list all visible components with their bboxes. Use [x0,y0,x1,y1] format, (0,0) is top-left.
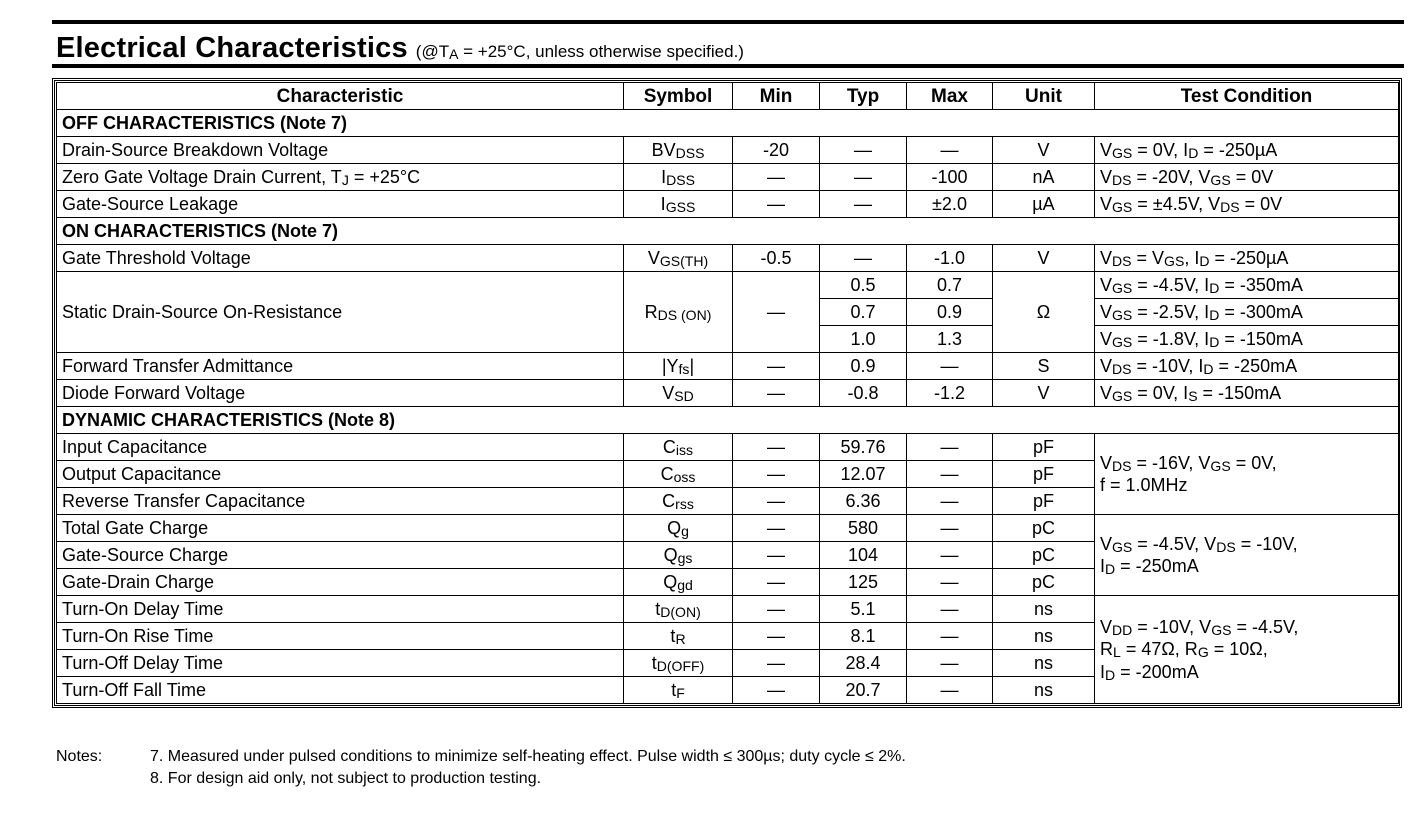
unit-ciss: pF [993,434,1095,461]
typ-qgd: 125 [820,569,907,596]
characteristic-ciss: Input Capacitance [57,434,624,461]
max-igss: ±2.0 [907,191,993,218]
typ-rdson-1: 0.7 [820,299,907,326]
unit-bvdss: V [993,137,1095,164]
typ-vgsth: — [820,245,907,272]
characteristic-qgd: Gate-Drain Charge [57,569,624,596]
unit-qgd: pC [993,569,1095,596]
unit-rdson: Ω [993,272,1095,353]
characteristic-qgs: Gate-Source Charge [57,542,624,569]
characteristic-vsd: Diode Forward Voltage [57,380,624,407]
characteristic-vgsth: Gate Threshold Voltage [57,245,624,272]
max-rdson-0: 0.7 [907,272,993,299]
unit-yfs: S [993,353,1095,380]
min-tf: — [733,677,820,704]
unit-tdoff: ns [993,650,1095,677]
section-title-dynamic: DYNAMIC CHARACTERISTICS (Note 8) [57,407,1399,434]
max-tr: — [907,623,993,650]
section-row-on [57,218,1399,245]
typ-qg: 580 [820,515,907,542]
test-condition-idss: $V_{DS} = -20V$, $V_{GS} = 0V$ [1095,164,1399,191]
characteristic-tr: Turn-On Rise Time [57,623,624,650]
table-row-bvdss [57,137,1399,164]
test-condition-igss: $V_{GS} = \pm 4.5V$, $V_{DS} = 0V$ [1095,191,1399,218]
max-vgsth: -1.0 [907,245,993,272]
characteristic-crss: Reverse Transfer Capacitance [57,488,624,515]
characteristic-coss: Output Capacitance [57,461,624,488]
characteristic-yfs: Forward Transfer Admittance [57,353,624,380]
symbol-tdoff: $t_{D(OFF)}$ [624,650,733,677]
symbol-coss: $C_{oss}$ [624,461,733,488]
test-condition-cap: $V_{DS} = -16V$, $V_{GS} = 0V$, f = 1.0MHz [1095,434,1399,515]
table-row-vsd [57,380,1399,407]
notes-list [150,746,906,790]
symbol-tr: $t_R$ [624,623,733,650]
characteristic-qg: Total Gate Charge [57,515,624,542]
max-qgs: — [907,542,993,569]
symbol-crss: $C_{rss}$ [624,488,733,515]
test-condition-bvdss: $V_{GS} = 0V$, $I_D = -250\mu A$ [1095,137,1399,164]
unit-vsd: V [993,380,1095,407]
unit-qg: pC [993,515,1095,542]
typ-igss: — [820,191,907,218]
symbol-bvdss: $BV_{DSS}$ [624,137,733,164]
max-bvdss: — [907,137,993,164]
characteristic-tf: Turn-Off Fall Time [57,677,624,704]
test-condition-yfs: $V_{DS} = -10V$, $I_D = -250mA$ [1095,353,1399,380]
electrical-characteristics-table [56,82,1399,704]
section-title: Electrical Characteristics (@TA = +25°C, unless otherwise specified.) [56,32,744,64]
min-qg: — [733,515,820,542]
header-min: Min [733,83,820,110]
min-qgs: — [733,542,820,569]
max-tf: — [907,677,993,704]
characteristic-rdson: Static Drain-Source On-Resistance [57,272,624,353]
table-row-yfs [57,353,1399,380]
typ-tf: 20.7 [820,677,907,704]
characteristic-tdoff: Turn-Off Delay Time [57,650,624,677]
typ-ciss: 59.76 [820,434,907,461]
max-ciss: — [907,434,993,461]
section-title-on: ON CHARACTERISTICS (Note 7) [57,218,1399,245]
unit-idss: nA [993,164,1095,191]
unit-crss: pF [993,488,1095,515]
note-8: 8. For design aid only, not subject to production testing. [150,770,542,787]
datasheet-page [52,20,1404,787]
typ-tdoff: 28.4 [820,650,907,677]
test-condition-vgsth: $V_{DS} = V_{GS}$, $I_D = -250\mu A$ [1095,245,1399,272]
typ-tr: 8.1 [820,623,907,650]
header-test-condition: Test Condition [1095,83,1399,110]
header-max: Max [907,83,993,110]
section-header [52,24,1404,64]
title-condition: (@TA = +25°C, unless otherwise specified.) [415,42,744,62]
max-crss: — [907,488,993,515]
min-ciss: — [733,434,820,461]
min-rdson: — [733,272,820,353]
section-title-off: OFF CHARACTERISTICS (Note 7) [57,110,1399,137]
symbol-qgs: $Q_{gs}$ [624,542,733,569]
typ-bvdss: — [820,137,907,164]
characteristic-idss: Zero Gate Voltage Drain Current, $T_J = +25^\circ C$ [57,164,624,191]
header-characteristic: Characteristic [57,83,624,110]
max-rdson-1: 0.9 [907,299,993,326]
symbol-yfs: $|Y_{fs}|$ [624,353,733,380]
max-idss: -100 [907,164,993,191]
typ-crss: 6.36 [820,488,907,515]
header-symbol: Symbol [624,83,733,110]
table-header-row [57,83,1399,110]
test-condition-vsd: $V_{GS} = 0V$, $I_S = -150mA$ [1095,380,1399,407]
min-qgd: — [733,569,820,596]
min-tdon: — [733,596,820,623]
table-row-vgsth [57,245,1399,272]
symbol-qg: $Q_g$ [624,515,733,542]
table-row-tdon [57,596,1399,623]
min-vsd: — [733,380,820,407]
typ-idss: — [820,164,907,191]
symbol-tf: $t_F$ [624,677,733,704]
test-condition-rdson-2: $V_{GS} = -1.8V$, $I_D = -150mA$ [1095,326,1399,353]
symbol-qgd: $Q_{gd}$ [624,569,733,596]
typ-tdon: 5.1 [820,596,907,623]
min-coss: — [733,461,820,488]
max-rdson-2: 1.3 [907,326,993,353]
unit-coss: pF [993,461,1095,488]
table-row-qg [57,515,1399,542]
unit-igss: µA [993,191,1095,218]
typ-rdson-2: 1.0 [820,326,907,353]
symbol-ciss: $C_{iss}$ [624,434,733,461]
min-tdoff: — [733,650,820,677]
section-row-off [57,110,1399,137]
note-7: 7. Measured under pulsed conditions to minimize self-heating effect. Pulse width ≤ 300µs; duty cycle ≤ 2%. [150,748,906,765]
header-typ: Typ [820,83,907,110]
unit-tdon: ns [993,596,1095,623]
max-qg: — [907,515,993,542]
symbol-igss: $I_{GSS}$ [624,191,733,218]
test-condition-charge: $V_{GS} = -4.5V$, $V_{DS} = -10V$, $I_D = -250mA$ [1095,515,1399,596]
min-bvdss: -20 [733,137,820,164]
characteristics-table-frame [52,78,1402,708]
test-condition-rdson-0: $V_{GS} = -4.5V$, $I_D = -350mA$ [1095,272,1399,299]
typ-rdson-0: 0.5 [820,272,907,299]
unit-qgs: pC [993,542,1095,569]
typ-coss: 12.07 [820,461,907,488]
test-condition-switch: $V_{DD} = -10V$, $V_{GS} = -4.5V$, $R_L = 47\Omega$, $R_G = 10\Omega$, $I_D = -200mA$ [1095,596,1399,704]
table-row-ciss [57,434,1399,461]
table-row-igss [57,191,1399,218]
characteristic-tdon: Turn-On Delay Time [57,596,624,623]
unit-vgsth: V [993,245,1095,272]
min-tr: — [733,623,820,650]
max-qgd: — [907,569,993,596]
min-crss: — [733,488,820,515]
min-yfs: — [733,353,820,380]
symbol-rdson: $R_{DS (ON)}$ [624,272,733,353]
min-igss: — [733,191,820,218]
typ-yfs: 0.9 [820,353,907,380]
symbol-vsd: $V_{SD}$ [624,380,733,407]
max-tdon: — [907,596,993,623]
symbol-tdon: $t_{D(ON)}$ [624,596,733,623]
notes-label: Notes: [56,748,103,765]
section-row-dynamic [57,407,1399,434]
min-idss: — [733,164,820,191]
max-coss: — [907,461,993,488]
unit-tf: ns [993,677,1095,704]
unit-tr: ns [993,623,1095,650]
test-condition-rdson-1: $V_{GS} = -2.5V$, $I_D = -300mA$ [1095,299,1399,326]
max-yfs: — [907,353,993,380]
typ-vsd: -0.8 [820,380,907,407]
max-vsd: -1.2 [907,380,993,407]
symbol-vgsth: $V_{GS(TH)}$ [624,245,733,272]
symbol-idss: $I_{DSS}$ [624,164,733,191]
typ-qgs: 104 [820,542,907,569]
characteristic-bvdss: Drain-Source Breakdown Voltage [57,137,624,164]
table-row-idss [57,164,1399,191]
header-unit: Unit [993,83,1095,110]
characteristic-igss: Gate-Source Leakage [57,191,624,218]
max-tdoff: — [907,650,993,677]
min-vgsth: -0.5 [733,245,820,272]
table-row-rdson-0 [57,272,1399,299]
